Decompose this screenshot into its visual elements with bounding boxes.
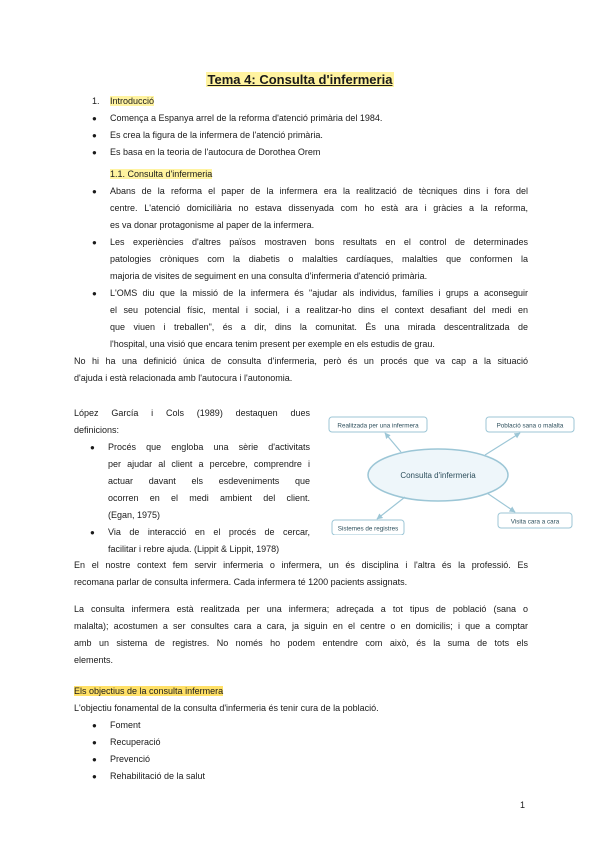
arrow-registres [377,497,405,519]
paragraph: L'objectiu fonamental de la consulta d'infermeria és tenir cura de la població. [74,703,379,713]
center-label: Consulta d'infermeria [400,471,476,480]
section-introduccio [92,93,512,161]
list-item: ● Comença a Espanya arrel de la reforma d'atenció primària del 1984. [92,113,383,123]
page-number: 1 [519,800,525,810]
list-item: ● Foment [92,720,141,730]
paragraph: En el nostre context fem servir infermeria o infermera, un és disciplina i l'altra és la professió. Es recomana parlar de consulta infermera. Cada infermera té 1200 pacients assignats. [74,560,528,587]
page-title: Tema 4: Consulta d'infermeria [207,72,393,87]
subsection-heading: 1.1. Consulta d'infermeria [110,169,213,179]
list-item: ● Recuperació [92,737,161,747]
list-item: ● Via de interacció en el procés de cercar, facilitar i rebre ajuda. (Lippit & Lippit, 1978) [90,527,310,554]
section-consulta [92,166,528,353]
list-item: ● Les experiències d'altres països mostraven bons resultats en el control de determinades patologies cròniques com la diabetis o malalties cardíaques, malalties que conformen la majoria de visites de seguiment en una consulta d'infermeria d'atenció primària. [92,237,528,281]
arrow-visita [487,493,515,512]
list-item: ● Es basa en la teoria de l'autocura de Dorothea Orem [92,147,321,157]
list-item: ● L'OMS diu que la missió de la infermera és "ajudar als individus, famílies i grups a aconseguir el seu potencial físic, mental i social, i a realitzar-ho dins el context desafiant del medi en que viuen i treballen", és a dir, dins la comunitat. És una mirada descentralitzada de l'hospital, una visió que encara tenim present per exemple en els estudis de grau. [92,288,528,349]
node-registres-label: Sistemes de registres [337,525,399,533]
node-realitzada-label: Realitzada per una infermera [337,422,419,430]
arrow-poblacio [485,433,520,455]
section-heading: Els objectius de la consulta infermera [74,686,224,696]
paragraph: La consulta infermera està realitzada per una infermera; adreçada a tot tipus de població (sana o malalta); acostumen a ser consultes cara a cara, ja siguin en el centre o en domicilis; i que a comptar amb un sistema de registres. No només ho podem entendre com això, és la suma de tots els elements. [74,604,528,665]
section-heading: 1. Introducció [92,96,155,106]
list-item: ● Es crea la figura de la infermera de l'atenció primària. [92,130,323,140]
paragraph: No hi ha una definició única de consulta d'infermeria, però és un procés que va cap a la situació d'ajuda i està relacionada amb l'autocura i l'autonomia. [74,356,528,383]
definitions-block: López García i Cols (1989) destaquen dues definicions: ● Procés que engloba una sèrie d'activitats per ajudar al client a percebre, comprendre i actuar davant els esdeveniments que ocorren en el medi ambient del client. (Egan, 1975) ● Via de interacció en el procés de cercar, facilitar i rebre ajuda. (Lippit & Lippit, 1978) [74,405,310,558]
list-item: ● Procés que engloba una sèrie d'activitats per ajudar al client a percebre, comprendre i actuar davant els esdeveniments que ocorren en el medi ambient del client. (Egan, 1975) [90,442,310,520]
list-item: ● Rehabilitació de la salut [92,771,206,781]
list-item: ● Prevenció [92,754,151,764]
node-poblacio-label: Població sana o malalta [496,422,564,430]
node-visita-label: Visita cara a cara [510,518,560,526]
list-item: ● Abans de la reforma el paper de la infermera era la realització de tècniques dins i fora del centre. L'atenció domiciliària no estava dissenyada com ho està ara i gràcies a la reforma, es va donar protagonisme al paper de la infermera. [92,186,528,230]
section-objectius [74,683,528,785]
concept-diagram [325,405,580,535]
arrow-realitzada [385,433,401,452]
